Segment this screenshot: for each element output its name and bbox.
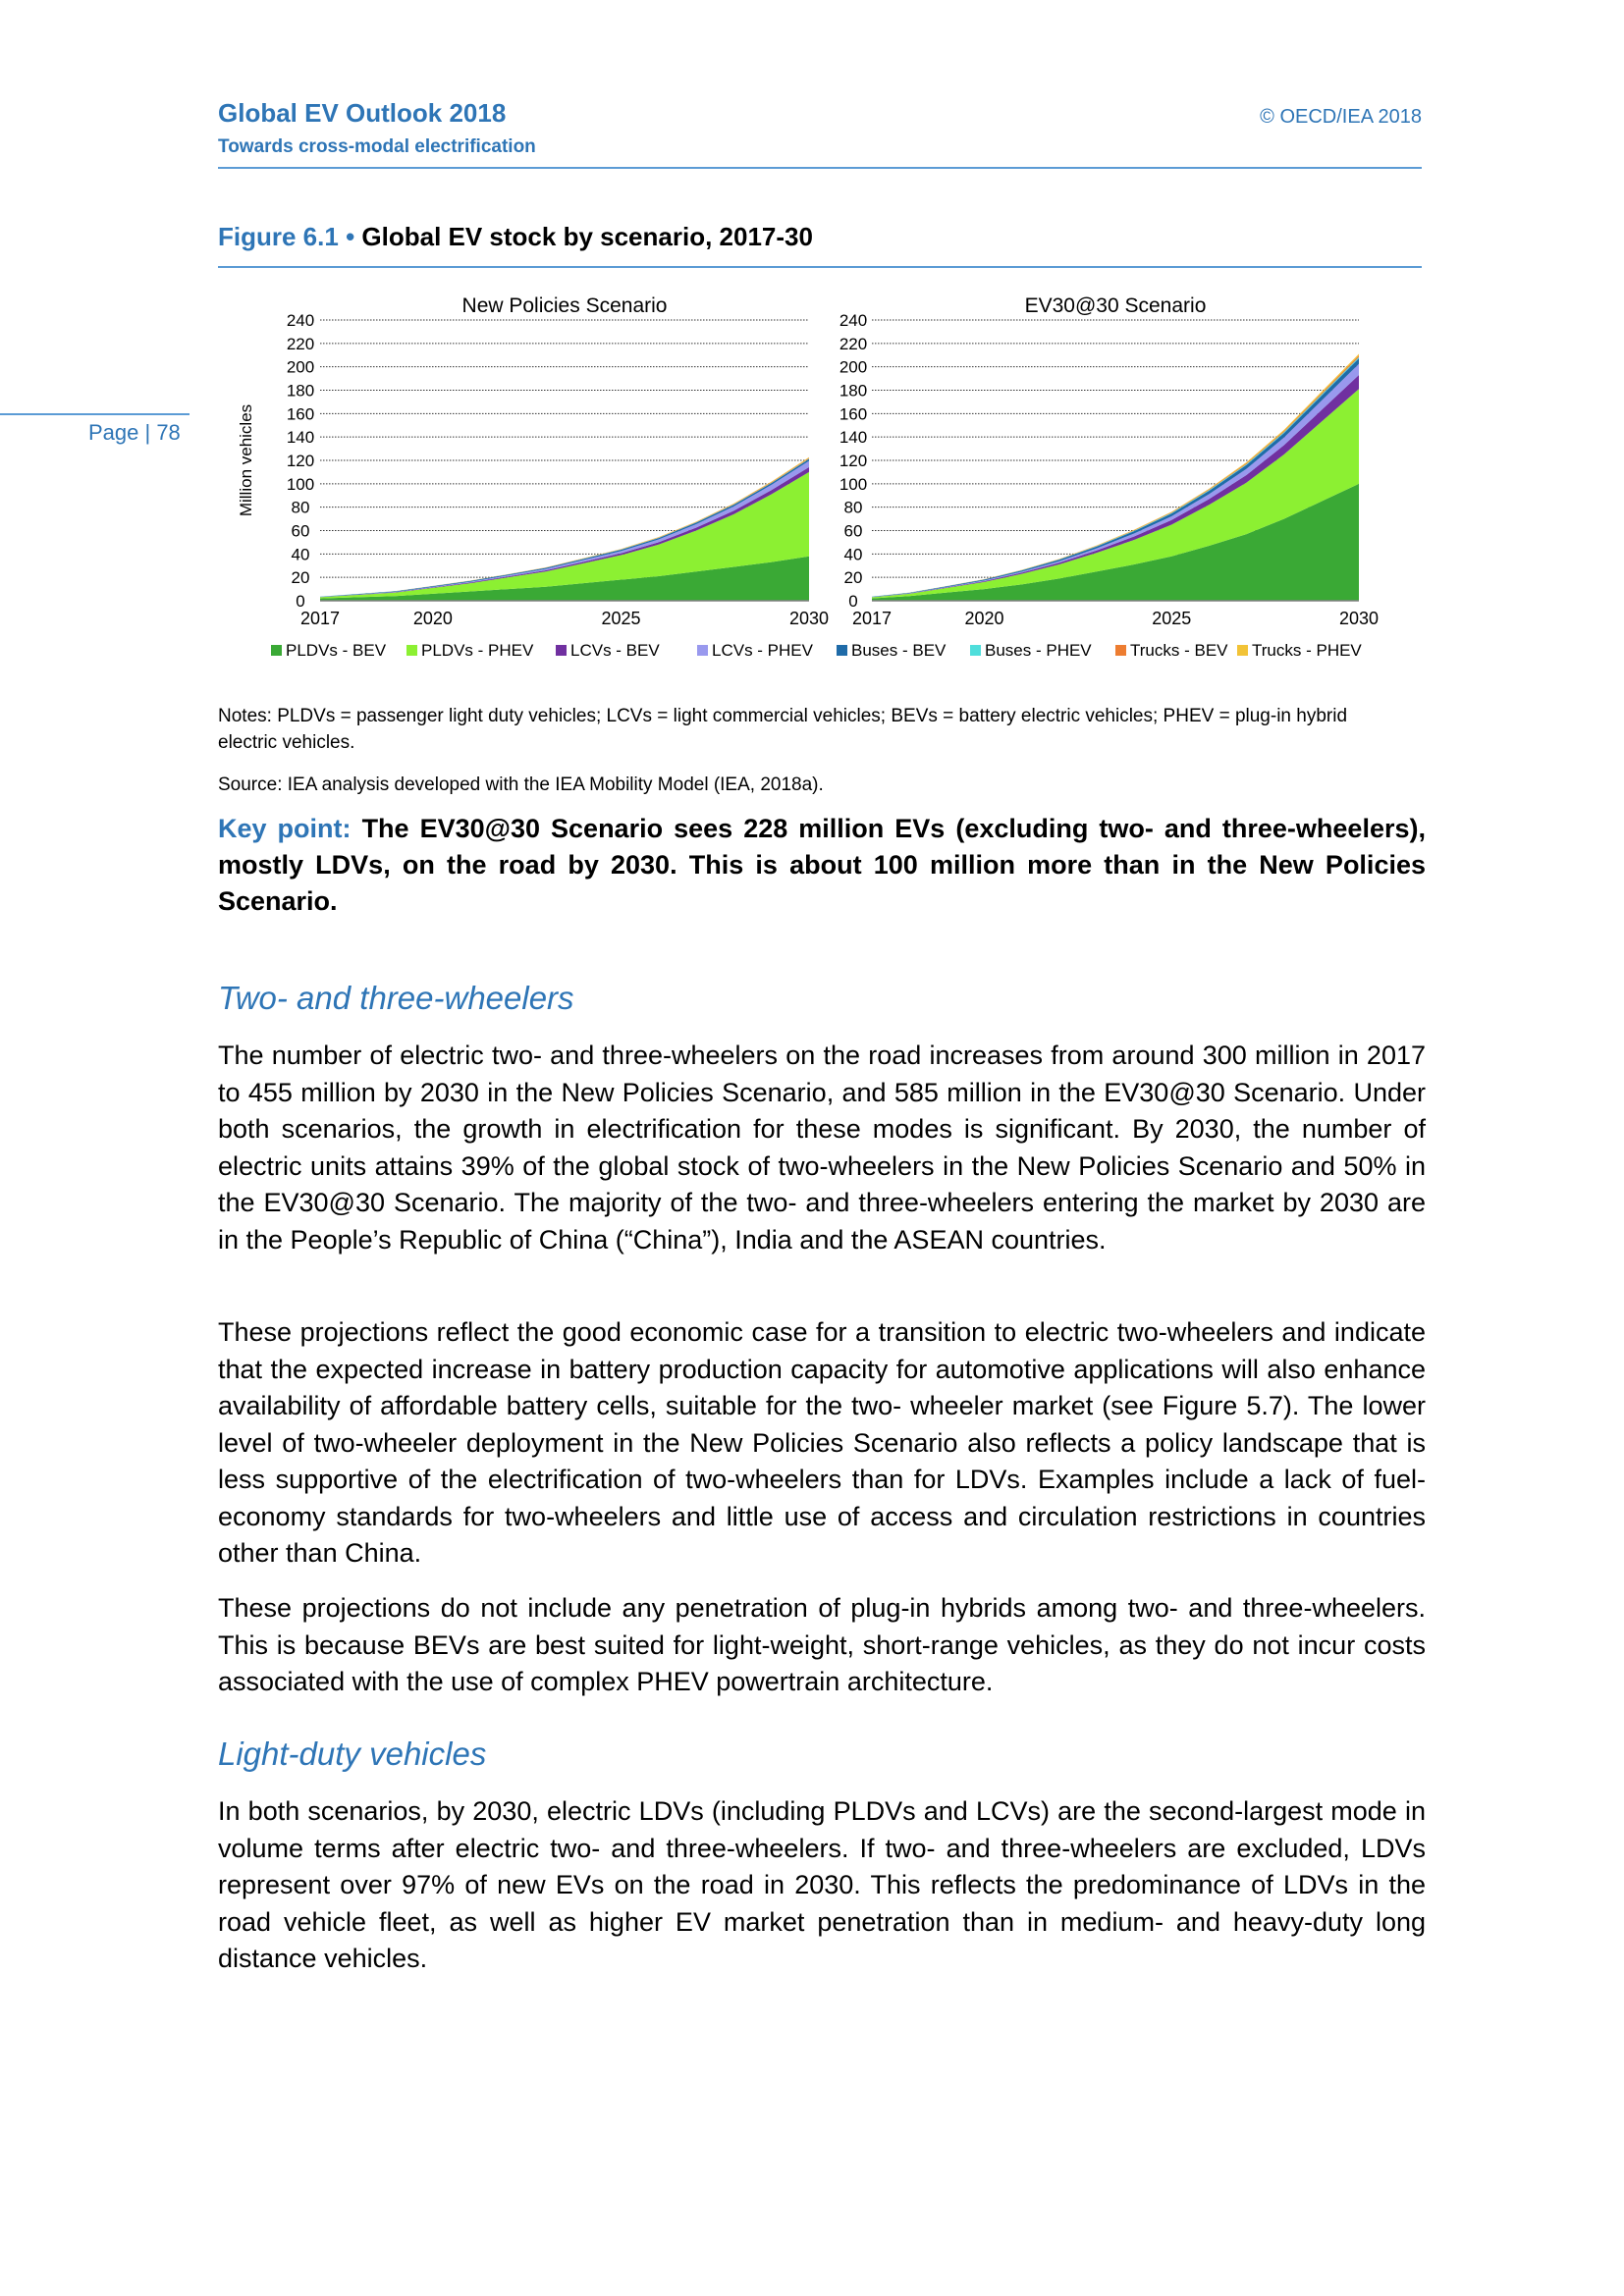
paragraph: The number of electric two- and three-wheelers on the road increases from around 300 million in 2017 to 455 million by 2030 in the New Policies Scenario, and 585 million in the EV30@30 Scenario. Under both scenarios, the growth in electrification for these modes is significant. By 2030, the number of electric units attains 39% of the global stock of two-wheelers in the New Policies Scenario and 50% in the EV30@30 Scenario. The majority of the two- and three-wheelers entering the market by 2030 are in the People’s Republic of China (“China”), India and the ASEAN countries. <box>218 1041 1426 1255</box>
legend-item <box>970 641 1092 660</box>
chart-panel-2 <box>839 294 1379 628</box>
chart-title: EV30@30 Scenario <box>1024 294 1207 317</box>
x-tick-label: 2025 <box>1152 609 1192 628</box>
legend-swatch <box>970 645 981 656</box>
y-tick-label: 0 <box>296 592 305 611</box>
legend-label: LCVs - PHEV <box>712 641 813 660</box>
figure-title <box>218 222 813 252</box>
y-tick-label: 240 <box>839 311 868 330</box>
y-tick-label: 60 <box>843 521 863 541</box>
chart-panel-1 <box>287 294 829 628</box>
legend-swatch <box>556 645 567 656</box>
legend-swatch <box>697 645 708 656</box>
x-tick-label: 2025 <box>601 609 641 628</box>
legend-swatch <box>1115 645 1126 656</box>
x-tick-label: 2030 <box>1338 609 1380 628</box>
y-axis-label: Million vehicles <box>237 403 255 517</box>
ev-stock-chart <box>218 280 1426 672</box>
figure-divider <box>218 266 1422 268</box>
legend-label: Buses - PHEV <box>985 641 1092 660</box>
y-tick-label: 140 <box>286 428 315 448</box>
legend-item <box>1237 641 1362 660</box>
x-tick-label: 2020 <box>412 609 453 628</box>
y-tick-label: 80 <box>843 498 863 517</box>
key-point <box>218 811 1426 920</box>
legend-swatch <box>406 645 417 656</box>
y-tick-label: 40 <box>843 545 863 564</box>
y-tick-label: 160 <box>839 404 868 424</box>
key-point-label: Key point: <box>218 814 352 843</box>
y-tick-label: 240 <box>286 311 315 330</box>
page-number: Page | 78 <box>88 420 181 445</box>
section-heading-two-three-wheelers: Two- and three-wheelers <box>218 980 574 1016</box>
figure-source: Source: IEA analysis developed with the IEA Mobility Model (IEA, 2018a). <box>218 774 824 795</box>
legend-label: LCVs - BEV <box>570 641 660 660</box>
y-tick-label: 180 <box>286 381 315 400</box>
legend-item <box>1115 641 1228 660</box>
y-tick-label: 180 <box>839 381 868 400</box>
chapter-subtitle: Towards cross-modal electrification <box>218 136 536 157</box>
legend-item <box>271 641 387 660</box>
section-heading-light-duty-vehicles: Light-duty vehicles <box>218 1735 487 1772</box>
y-tick-label: 200 <box>286 357 315 377</box>
legend <box>271 641 1362 660</box>
notes-line-2: electric vehicles. <box>218 732 355 753</box>
y-tick-label: 140 <box>839 428 868 448</box>
header-divider <box>218 167 1422 169</box>
figure-label: Figure 6.1 <box>218 222 339 251</box>
paragraph: These projections do not include any penetration of plug-in hybrids among two- and three-wheelers. This is because BEVs are best suited for light-weight, short-range vehicles, as they do not incur costs associated with the use of complex PHEV powertrain architecture. <box>218 1593 1426 1696</box>
chart-title: New Policies Scenario <box>461 294 668 317</box>
legend-label: Trucks - PHEV <box>1252 641 1362 660</box>
paragraph: In both scenarios, by 2030, electric LDVs (including PLDVs and LCVs) are the second-largest mode in volume terms after electric two- and three-wheelers. If two- and three-wheelers are excluded, LDVs represent over 97% of new EVs on the road in 2030. This reflects the predominance of LDVs in the road vehicle fleet, as well as higher EV market penetration than in medium- and heavy-duty long distance vehicles. <box>218 1796 1426 1973</box>
document-title: Global EV Outlook 2018 <box>218 98 507 128</box>
y-tick-label: 220 <box>839 334 868 353</box>
y-tick-label: 0 <box>848 592 858 611</box>
y-tick-label: 80 <box>291 498 310 517</box>
legend-label: PLDVs - BEV <box>286 641 387 660</box>
y-tick-label: 200 <box>839 357 868 377</box>
legend-swatch <box>837 645 847 656</box>
y-tick-label: 20 <box>291 568 310 588</box>
legend-item <box>406 641 534 660</box>
y-tick-label: 100 <box>286 474 315 494</box>
y-tick-label: 100 <box>839 474 868 494</box>
x-tick-label: 2030 <box>788 609 830 628</box>
y-tick-label: 120 <box>839 452 868 470</box>
legend-swatch <box>1237 645 1248 656</box>
y-tick-label: 160 <box>286 404 315 424</box>
y-tick-label: 120 <box>286 452 315 470</box>
legend-label: Trucks - BEV <box>1130 641 1228 660</box>
legend-item <box>556 641 660 660</box>
y-tick-label: 20 <box>843 568 863 588</box>
legend-label: PLDVs - PHEV <box>421 641 534 660</box>
page-marker-divider <box>0 413 189 415</box>
notes-line-1: Notes: PLDVs = passenger light duty vehicles; LCVs = light commercial vehicles; BEVs = battery electric vehicles; PHEV = plug-in hybrid <box>218 706 1348 726</box>
y-tick-label: 60 <box>291 521 310 541</box>
legend-swatch <box>271 645 282 656</box>
y-tick-label: 40 <box>291 545 310 564</box>
legend-item <box>837 641 947 660</box>
y-tick-label: 220 <box>286 334 315 353</box>
figure-caption: Global EV stock by scenario, 2017-30 <box>361 222 813 251</box>
x-tick-label: 2017 <box>851 609 893 628</box>
key-point-text: The EV30@30 Scenario sees 228 million EVs (excluding two- and three-wheelers), mostly LDVs, on the road by 2030. This is about 100 million more than in the New Policies Scenario. <box>218 814 1426 916</box>
legend-label: Buses - BEV <box>851 641 947 660</box>
paragraph: These projections reflect the good economic case for a transition to electric two-wheelers and indicate that the expected increase in battery production capacity for automotive applications will also enhance availability of affordable battery cells, suitable for the two- wheeler market (see Figure 5.7). The lower level of two-wheeler deployment in the New Policies Scenario also reflects a policy landscape that is less supportive of the electrification of two-wheelers than for LDVs. Examples include a lack of fuel-economy standards for two-wheelers and little use of access and circulation restrictions in countries other than China. <box>218 1317 1426 1568</box>
figure-bullet: • <box>346 222 355 251</box>
copyright: © OECD/IEA 2018 <box>1260 106 1422 128</box>
x-tick-label: 2017 <box>299 609 341 628</box>
figure-notes <box>218 703 1426 756</box>
x-tick-label: 2020 <box>964 609 1004 628</box>
legend-item <box>697 641 814 660</box>
